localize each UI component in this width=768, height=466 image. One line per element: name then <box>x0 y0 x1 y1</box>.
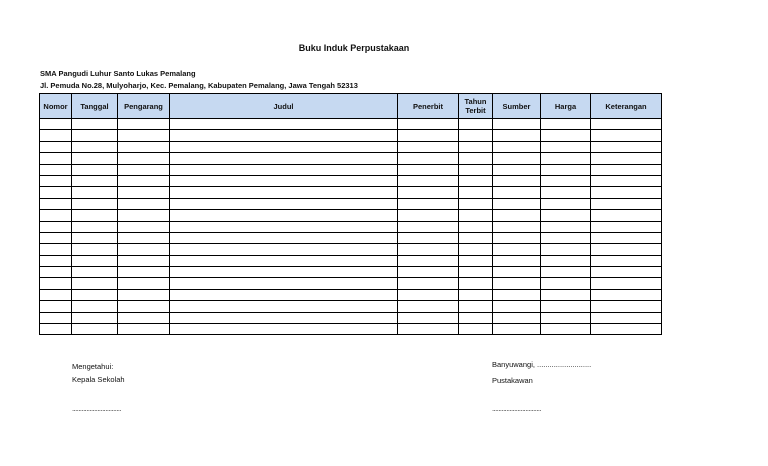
table-cell <box>72 210 118 221</box>
table-cell <box>72 198 118 209</box>
table-cell <box>118 210 170 221</box>
table-cell <box>40 175 72 186</box>
table-cell <box>40 244 72 255</box>
table-cell <box>459 119 493 130</box>
table-cell <box>398 232 459 243</box>
column-header-terbit: Terbit <box>465 106 486 115</box>
table-cell <box>493 153 541 164</box>
table-cell <box>40 289 72 300</box>
kepala-sekolah-label: Kepala Sekolah <box>72 375 125 384</box>
table-row <box>40 301 662 312</box>
table-cell <box>40 198 72 209</box>
table-cell <box>398 175 459 186</box>
table-cell <box>591 141 662 152</box>
table-row <box>40 164 662 175</box>
table-cell <box>170 267 398 278</box>
table-cell <box>493 210 541 221</box>
table-cell <box>493 289 541 300</box>
table-cell <box>72 289 118 300</box>
table-cell <box>40 278 72 289</box>
table-row <box>40 141 662 152</box>
table-cell <box>541 267 591 278</box>
table-cell <box>72 141 118 152</box>
table-cell <box>398 221 459 232</box>
mengetahui-label: Mengetahui: <box>72 362 114 371</box>
table-cell <box>118 153 170 164</box>
table-cell <box>170 187 398 198</box>
table-cell <box>459 244 493 255</box>
table-cell <box>493 198 541 209</box>
table-cell <box>591 153 662 164</box>
table-cell <box>541 312 591 323</box>
table-cell <box>493 164 541 175</box>
table-cell <box>541 119 591 130</box>
table-row <box>40 244 662 255</box>
table-cell <box>493 187 541 198</box>
table-cell <box>398 301 459 312</box>
table-cell <box>72 153 118 164</box>
table-cell <box>459 187 493 198</box>
table-cell <box>459 175 493 186</box>
table-cell <box>72 255 118 266</box>
table-cell <box>591 221 662 232</box>
register-table-body <box>40 119 662 335</box>
table-cell <box>72 324 118 335</box>
table-cell <box>398 278 459 289</box>
table-cell <box>170 210 398 221</box>
table-cell <box>459 232 493 243</box>
table-row <box>40 130 662 141</box>
table-cell <box>170 198 398 209</box>
table-cell <box>170 244 398 255</box>
table-cell <box>591 232 662 243</box>
column-header-pengarang: Pengarang <box>118 94 170 119</box>
table-cell <box>541 255 591 266</box>
table-cell <box>118 221 170 232</box>
table-cell <box>40 210 72 221</box>
table-cell <box>541 141 591 152</box>
table-cell <box>591 244 662 255</box>
table-cell <box>398 289 459 300</box>
table-cell <box>459 312 493 323</box>
signature-left-line: ............................... <box>72 404 122 413</box>
table-row <box>40 255 662 266</box>
table-cell <box>118 312 170 323</box>
table-cell <box>40 255 72 266</box>
table-cell <box>40 153 72 164</box>
table-cell <box>591 210 662 221</box>
table-row <box>40 210 662 221</box>
column-header-judul: Judul <box>170 94 398 119</box>
column-header-tanggal: Tanggal <box>72 94 118 119</box>
table-cell <box>591 187 662 198</box>
table-cell <box>118 324 170 335</box>
table-cell <box>40 119 72 130</box>
table-row <box>40 278 662 289</box>
table-cell <box>72 187 118 198</box>
signature-right <box>492 357 591 389</box>
table-cell <box>591 130 662 141</box>
table-cell <box>40 141 72 152</box>
table-cell <box>459 210 493 221</box>
table-cell <box>398 267 459 278</box>
pustakawan-label: Pustakawan <box>492 376 533 385</box>
table-cell <box>398 141 459 152</box>
table-cell <box>591 278 662 289</box>
table-row <box>40 153 662 164</box>
table-cell <box>541 198 591 209</box>
table-cell <box>398 130 459 141</box>
column-header-nomor: Nomor <box>40 94 72 119</box>
table-cell <box>170 141 398 152</box>
school-name: SMA Pangudi Luhur Santo Lukas Pemalang <box>40 69 196 78</box>
table-cell <box>170 289 398 300</box>
table-cell <box>541 164 591 175</box>
table-cell <box>72 175 118 186</box>
table-cell <box>170 232 398 243</box>
table-cell <box>72 244 118 255</box>
table-cell <box>459 255 493 266</box>
table-cell <box>459 164 493 175</box>
table-cell <box>72 267 118 278</box>
table-cell <box>170 324 398 335</box>
table-cell <box>72 301 118 312</box>
register-table <box>39 93 662 335</box>
table-cell <box>398 153 459 164</box>
table-cell <box>459 278 493 289</box>
table-cell <box>398 119 459 130</box>
table-cell <box>493 232 541 243</box>
table-cell <box>118 119 170 130</box>
table-row <box>40 187 662 198</box>
table-cell <box>40 232 72 243</box>
table-cell <box>459 130 493 141</box>
table-cell <box>118 278 170 289</box>
table-cell <box>72 119 118 130</box>
document-title: Buku Induk Perpustakaan <box>298 43 410 53</box>
table-cell <box>459 289 493 300</box>
table-cell <box>118 164 170 175</box>
table-cell <box>541 130 591 141</box>
table-cell <box>118 267 170 278</box>
column-header-sumber: Sumber <box>493 94 541 119</box>
table-row <box>40 198 662 209</box>
table-cell <box>40 301 72 312</box>
table-cell <box>118 301 170 312</box>
table-row <box>40 289 662 300</box>
table-cell <box>170 221 398 232</box>
table-row <box>40 324 662 335</box>
table-cell <box>398 244 459 255</box>
table-cell <box>72 278 118 289</box>
table-row <box>40 267 662 278</box>
table-cell <box>591 255 662 266</box>
school-address: Jl. Pemuda No.28, Mulyoharjo, Kec. Pemalang, Kabupaten Pemalang, Jawa Tengah 52313 <box>40 81 358 90</box>
table-cell <box>541 324 591 335</box>
table-header-row <box>40 94 662 119</box>
table-cell <box>72 130 118 141</box>
column-header-tahun-terbit <box>459 94 493 119</box>
table-cell <box>118 232 170 243</box>
table-cell <box>591 312 662 323</box>
table-cell <box>398 324 459 335</box>
table-cell <box>170 130 398 141</box>
table-cell <box>541 187 591 198</box>
table-cell <box>118 289 170 300</box>
table-cell <box>493 324 541 335</box>
table-cell <box>591 301 662 312</box>
column-header-keterangan: Keterangan <box>591 94 662 119</box>
table-cell <box>459 153 493 164</box>
table-cell <box>40 130 72 141</box>
table-cell <box>170 119 398 130</box>
table-cell <box>541 175 591 186</box>
table-cell <box>493 221 541 232</box>
table-cell <box>40 221 72 232</box>
table-cell <box>493 301 541 312</box>
table-cell <box>40 324 72 335</box>
table-cell <box>459 324 493 335</box>
table-cell <box>459 198 493 209</box>
table-cell <box>118 244 170 255</box>
table-cell <box>493 175 541 186</box>
table-cell <box>72 221 118 232</box>
table-cell <box>591 289 662 300</box>
table-cell <box>398 187 459 198</box>
table-cell <box>591 267 662 278</box>
table-cell <box>591 164 662 175</box>
table-cell <box>40 164 72 175</box>
table-cell <box>459 141 493 152</box>
table-cell <box>493 255 541 266</box>
table-cell <box>40 267 72 278</box>
table-cell <box>118 175 170 186</box>
table-cell <box>493 278 541 289</box>
table-cell <box>493 130 541 141</box>
table-cell <box>72 312 118 323</box>
table-cell <box>118 198 170 209</box>
table-cell <box>541 232 591 243</box>
table-cell <box>541 153 591 164</box>
table-cell <box>493 312 541 323</box>
table-cell <box>541 289 591 300</box>
table-row <box>40 119 662 130</box>
signature-right-line: ............................... <box>492 404 542 413</box>
table-cell <box>541 210 591 221</box>
column-header-tahun: Tahun <box>464 97 487 106</box>
table-cell <box>170 301 398 312</box>
signature-left <box>72 360 125 386</box>
table-cell <box>118 187 170 198</box>
table-cell <box>40 312 72 323</box>
table-cell <box>493 267 541 278</box>
table-cell <box>398 210 459 221</box>
place-date-label: Banyuwangi, .......................... <box>492 360 592 369</box>
table-cell <box>493 141 541 152</box>
table-cell <box>170 153 398 164</box>
table-row <box>40 175 662 186</box>
table-cell <box>72 232 118 243</box>
table-cell <box>541 301 591 312</box>
table-cell <box>591 175 662 186</box>
table-cell <box>493 119 541 130</box>
table-cell <box>170 255 398 266</box>
table-row <box>40 232 662 243</box>
table-row <box>40 221 662 232</box>
table-cell <box>459 301 493 312</box>
table-cell <box>118 141 170 152</box>
table-cell <box>398 255 459 266</box>
table-cell <box>398 198 459 209</box>
column-header-penerbit: Penerbit <box>398 94 459 119</box>
table-cell <box>493 244 541 255</box>
table-row <box>40 312 662 323</box>
table-cell <box>459 221 493 232</box>
table-cell <box>591 119 662 130</box>
column-header-harga: Harga <box>541 94 591 119</box>
table-cell <box>40 187 72 198</box>
table-cell <box>398 312 459 323</box>
table-cell <box>541 278 591 289</box>
table-cell <box>118 130 170 141</box>
table-cell <box>459 267 493 278</box>
table-cell <box>398 164 459 175</box>
table-cell <box>541 244 591 255</box>
table-cell <box>170 175 398 186</box>
table-cell <box>591 198 662 209</box>
table-cell <box>170 312 398 323</box>
table-cell <box>170 164 398 175</box>
table-cell <box>170 278 398 289</box>
table-cell <box>118 255 170 266</box>
table-cell <box>541 221 591 232</box>
table-cell <box>591 324 662 335</box>
table-cell <box>72 164 118 175</box>
